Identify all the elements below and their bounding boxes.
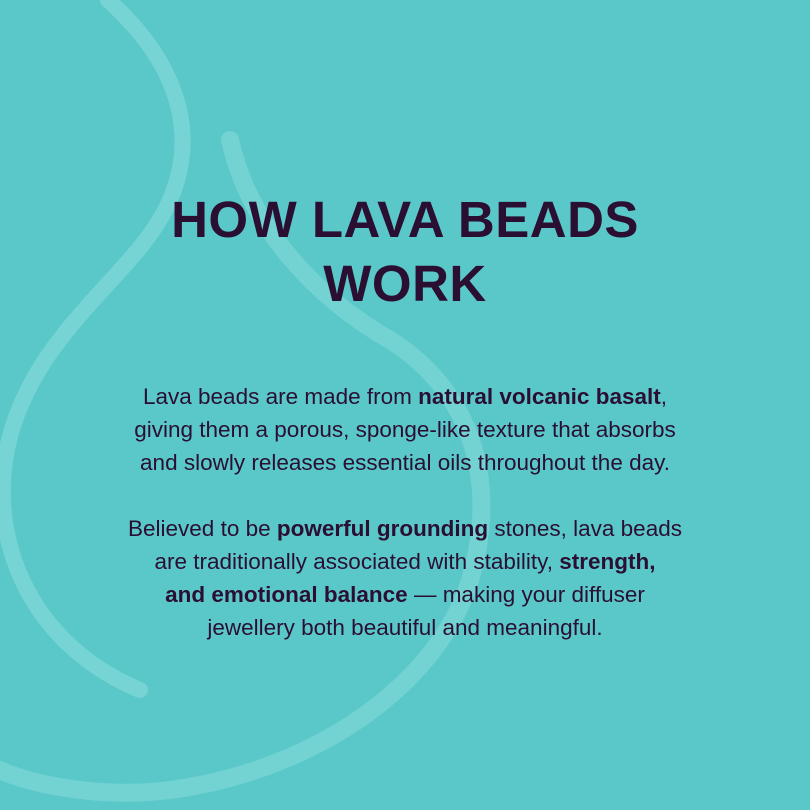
paragraph-basalt — [40, 380, 770, 479]
paragraph-grounding — [40, 512, 770, 644]
p2-line3-post: — making your diffuser — [407, 582, 645, 607]
p2-bold-balance: and emotional balance — [165, 582, 408, 607]
p2-line4: jewellery both beautiful and meaningful. — [207, 615, 603, 640]
p1-bold-basalt: natural volcanic basalt — [418, 384, 661, 409]
p2-bold-strength: strength, — [559, 549, 656, 574]
p2-line1-post: stones, lava beads — [488, 516, 682, 541]
p1-line2: giving them a porous, sponge-like texture that absorbs — [134, 417, 676, 442]
page-title — [40, 188, 770, 316]
title-line-2: WORK — [323, 255, 487, 312]
p2-line2-pre: are traditionally associated with stability, — [154, 549, 560, 574]
p1-line3: and slowly releases essential oils throughout the day. — [140, 450, 670, 475]
p1-line1-pre: Lava beads are made from — [142, 384, 419, 409]
p2-bold-grounding: powerful grounding — [276, 516, 489, 541]
p2-line1-pre: Believed to be — [128, 516, 277, 541]
p1-line1-post: , — [660, 384, 667, 409]
title-line-1: HOW LAVA BEADS — [171, 191, 639, 248]
